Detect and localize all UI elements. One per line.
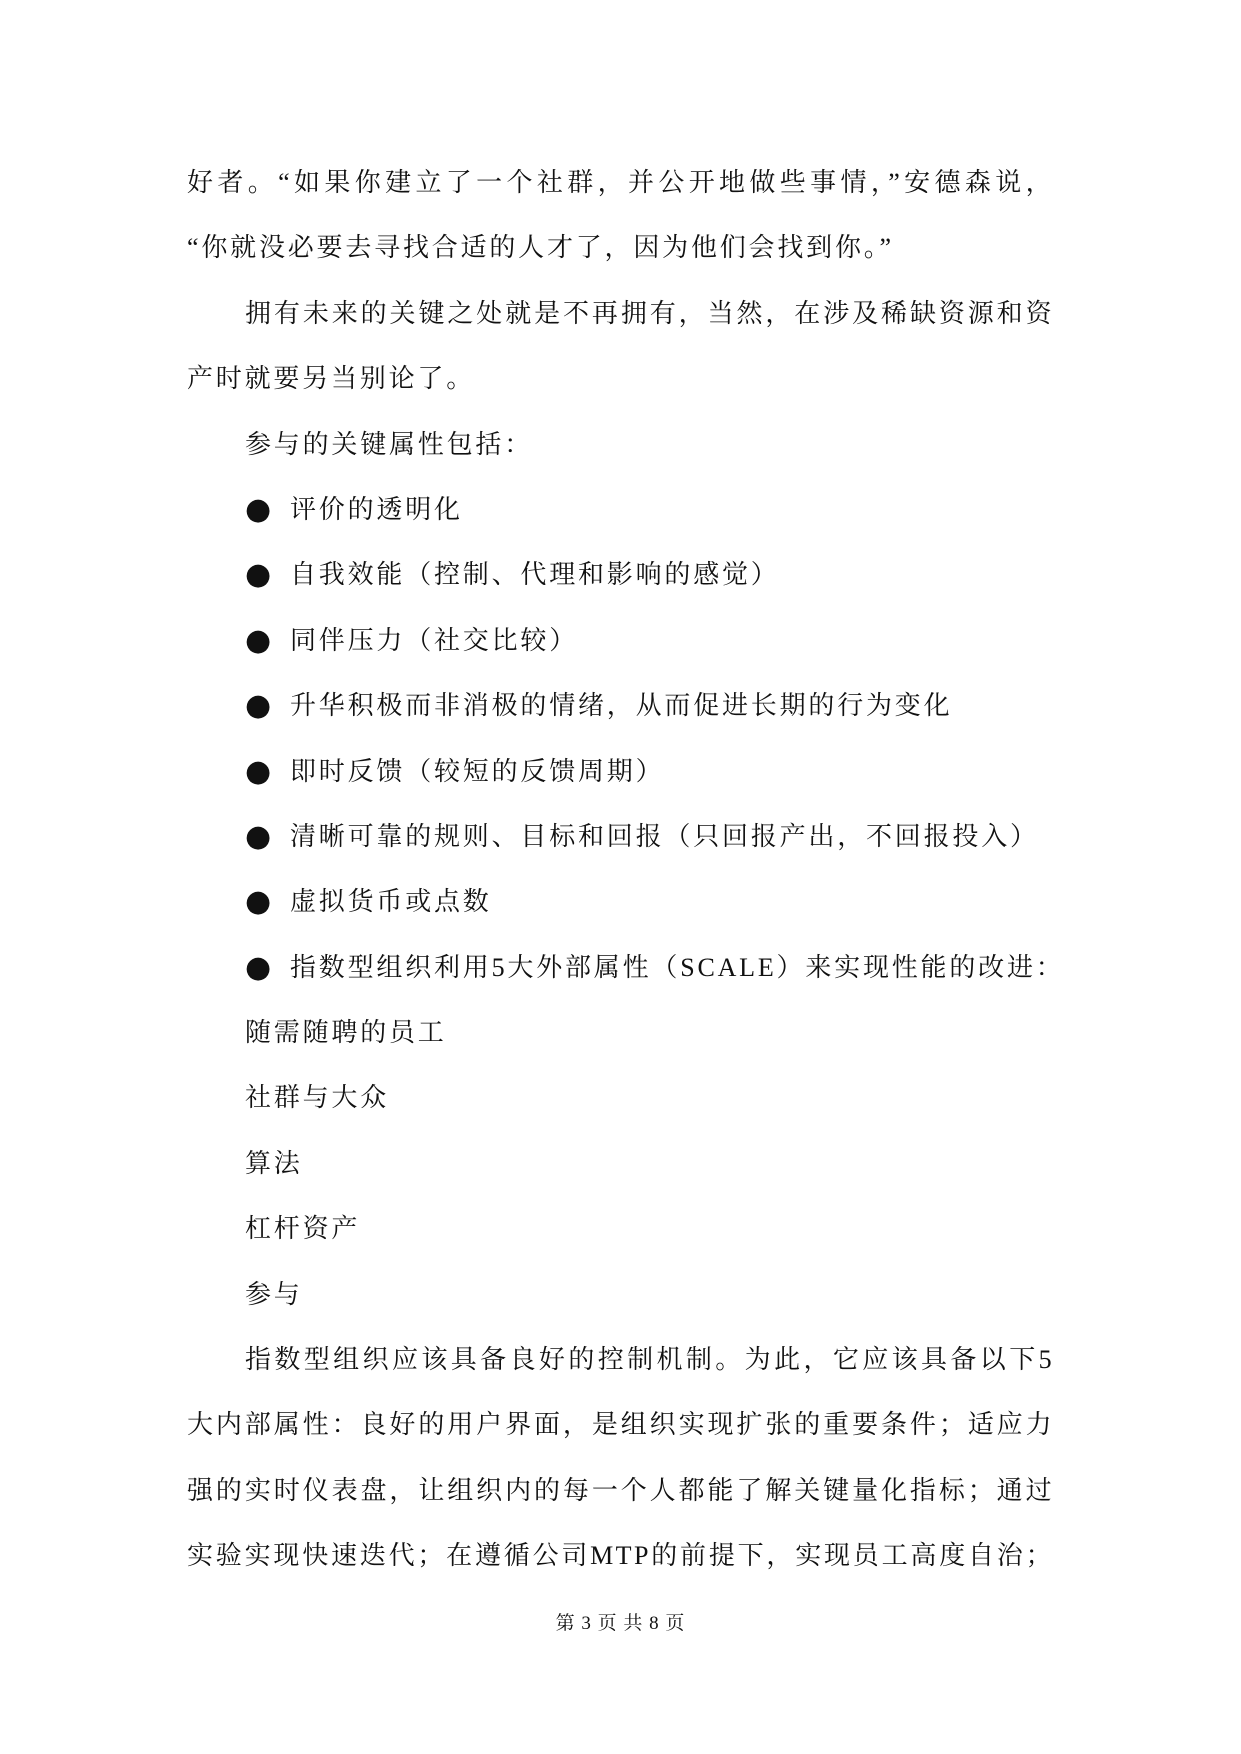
scale-item: 随需随聘的员工 xyxy=(245,1018,447,1048)
engagement-attribute-list xyxy=(187,477,1065,1000)
bullet-text: 评价的透明化 xyxy=(290,494,463,524)
paragraph-line: 强的实时仪表盘，让组织内的每一个人都能了解关键量化指标；通过 xyxy=(187,1475,1054,1505)
paragraph-line: 产时就要另当别论了。 xyxy=(187,364,476,394)
bullet-icon: ● xyxy=(245,753,272,789)
bullet-item xyxy=(187,869,1054,934)
paragraph-line: 实验实现快速迭代；在遵循公司MTP的前提下，实现员工高度自治； xyxy=(187,1541,1054,1571)
bullet-item xyxy=(187,935,1065,1000)
body-text xyxy=(187,150,1065,1589)
bullet-text: 指数型组织利用5大外部属性（SCALE）来实现性能的改进： xyxy=(290,952,1065,982)
scale-item: 社群与大众 xyxy=(245,1083,390,1113)
bullet-item xyxy=(187,673,1054,738)
bullet-icon: ● xyxy=(245,884,272,920)
bullet-icon: ● xyxy=(245,818,272,854)
bullet-text: 虚拟货币或点数 xyxy=(290,887,492,917)
scale-item: 算法 xyxy=(245,1148,303,1178)
bullet-text: 升华积极而非消极的情绪，从而促进长期的行为变化 xyxy=(290,691,953,721)
bullet-item xyxy=(187,477,1054,542)
scale-item: 杠杆资产 xyxy=(245,1214,361,1244)
paragraph-line: 大内部属性：良好的用户界面，是组织实现扩张的重要条件；适应力 xyxy=(187,1410,1054,1440)
bullet-icon: ● xyxy=(245,688,272,724)
bullet-text: 即时反馈（较短的反馈周期） xyxy=(290,756,665,786)
bullet-text: 清晰可靠的规则、目标和回报（只回报产出，不回报投入） xyxy=(290,821,1039,851)
bullet-icon: ● xyxy=(245,491,272,527)
scale-item: 参与 xyxy=(245,1279,303,1309)
paragraph-line: 指数型组织应该具备良好的控制机制。为此，它应该具备以下5 xyxy=(245,1345,1054,1375)
bullet-item xyxy=(187,804,1054,869)
engagement-intro: 参与的关键属性包括： xyxy=(245,429,534,459)
bullet-icon: ● xyxy=(245,557,272,593)
bullet-text: 自我效能（控制、代理和影响的感觉） xyxy=(290,560,780,590)
paragraph-line: 好者。“如果你建立了一个社群，并公开地做些事情，”安德森说， xyxy=(187,168,1054,197)
bullet-item xyxy=(187,542,1054,607)
bullet-item xyxy=(187,608,1054,673)
bullet-icon: ● xyxy=(245,949,272,985)
bullet-item xyxy=(187,739,1054,804)
paragraph-line: 拥有未来的关键之处就是不再拥有，当然，在涉及稀缺资源和资 xyxy=(245,298,1054,328)
bullet-icon: ● xyxy=(245,622,272,658)
bullet-text: 同伴压力（社交比较） xyxy=(290,625,579,655)
paragraph-line: “你就没必要去寻找合适的人才了，因为他们会找到你。” xyxy=(187,233,894,263)
page-number-footer: 第 3 页 共 8 页 xyxy=(555,1613,686,1634)
scale-attribute-list xyxy=(187,1000,1054,1327)
